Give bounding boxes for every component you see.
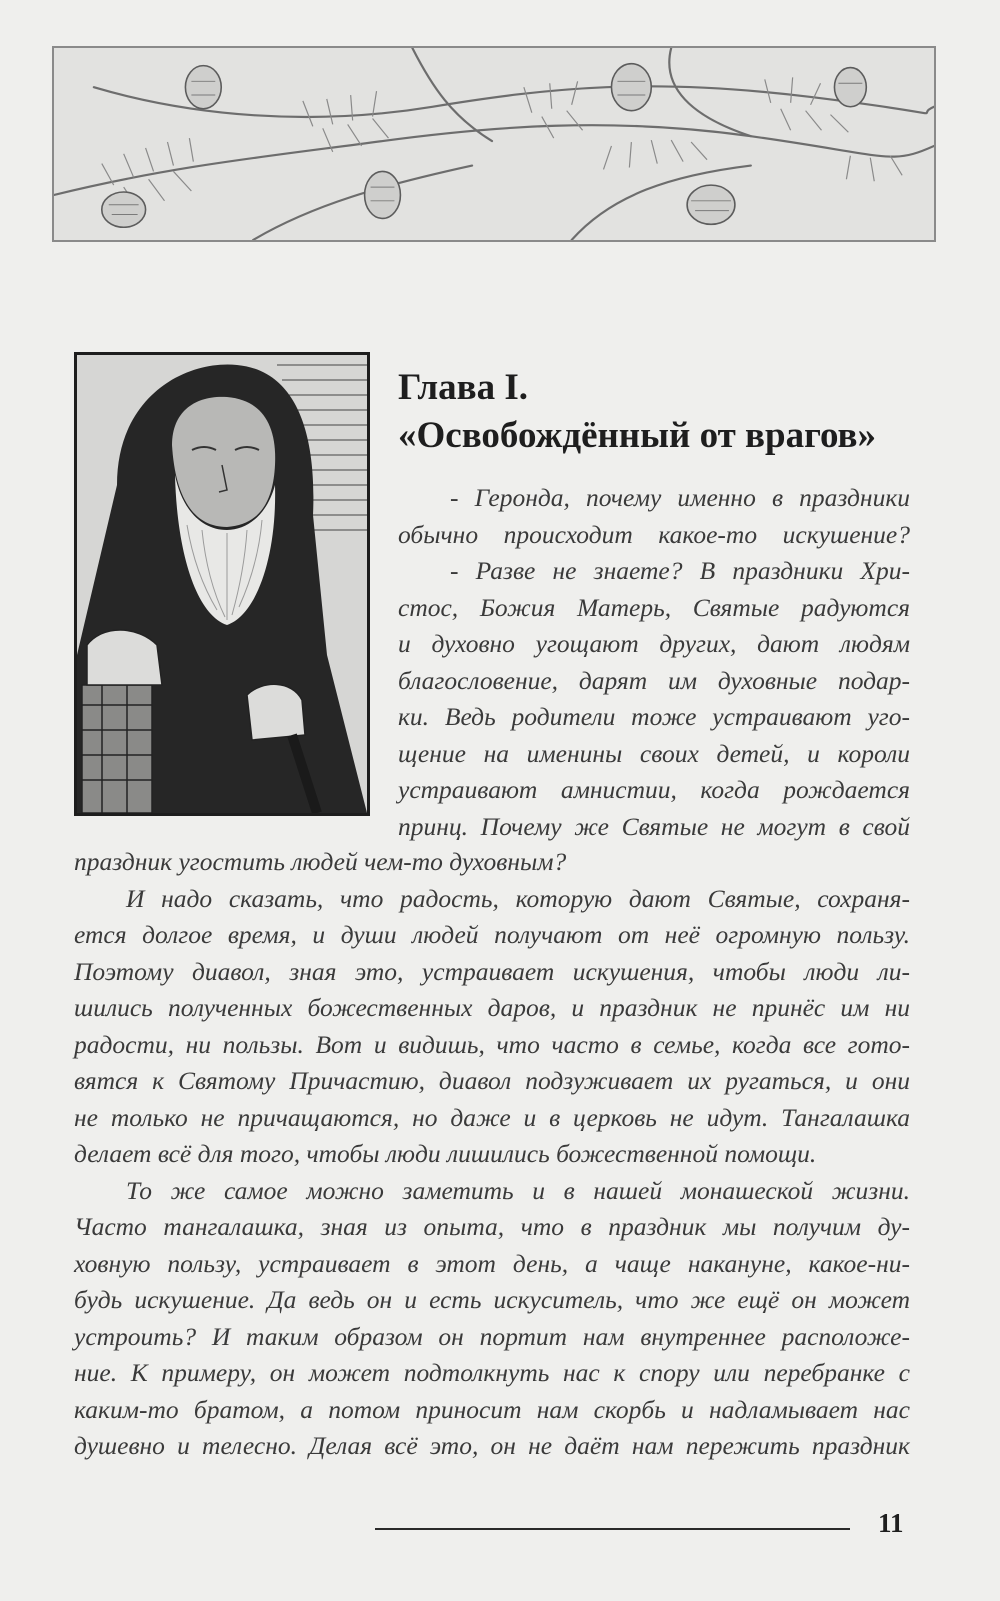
page-number: 11 <box>878 1508 904 1538</box>
text-line: И надо сказать, что радость, которую дают Святые, сохраня- <box>126 883 910 913</box>
text-line: благословение, дарят им духовные подар- <box>398 665 910 695</box>
text-line: не только не причащаются, но даже и в церковь не идут. Тангалашка <box>74 1102 910 1132</box>
text-line: - Геронда, почему именно в праздники <box>450 483 910 512</box>
text-line: шились полученных божественных даров, и праздник не принёс им ни <box>74 993 910 1022</box>
elder-monk-image <box>77 355 367 813</box>
text-line: каким-то братом, а потом приносит нам скорбь и надламывает нас <box>74 1394 910 1424</box>
text-line: душевно и телесно. Делая всё это, он не даёт нам пережить праздник <box>74 1431 910 1460</box>
text-line: будь искушение. Да ведь он и есть искуситель, что же ещё он может <box>74 1285 910 1314</box>
text-line: и духовно угощают других, дают людям <box>398 629 910 658</box>
text-line: устроить? И таким образом он портит нам внутреннее расположе- <box>74 1321 910 1351</box>
text-line: стос, Божия Матерь, Святые радуются <box>398 592 910 622</box>
text-line: Поэтому диавол, зная это, устраивает искушения, чтобы люди ли- <box>74 956 910 986</box>
text-line: радости, ни пользы. Вот и видишь, что часто в семье, когда все гото- <box>74 1029 910 1059</box>
text-line: щение на именины своих детей, и короли <box>398 738 910 768</box>
text-line: принц. Почему же Святые не могут в свой <box>398 811 910 841</box>
text-line: - Разве не знаете? В праздники Хри- <box>450 556 910 585</box>
text-line: Часто тангалашка, зная из опыта, что в праздник мы получим ду- <box>74 1212 910 1241</box>
chapter-title <box>398 364 938 460</box>
text-line: ется долгое время, и души людей получают от неё огромную пользу. <box>74 920 910 949</box>
pine-branch-ornament-banner <box>52 46 936 242</box>
text-column-full <box>74 844 910 1465</box>
text-line: устраивают амнистии, когда рождается <box>398 775 910 804</box>
chapter-number: Глава I. <box>398 367 529 408</box>
pine-branch-ornament-image <box>54 48 934 240</box>
text-line: То же самое можно заметить и в нашей монашеской жизни. <box>126 1175 910 1205</box>
text-line: ние. К примеру, он может подтолкнуть нас к спору или перебранке с <box>74 1358 910 1387</box>
chapter-name: «Освобождённый от врагов» <box>398 415 877 456</box>
text-line: праздник угостить людей чем-то духовным? <box>74 847 567 876</box>
text-line: ки. Ведь родители тоже устраивают уго- <box>398 702 910 731</box>
text-line: делает всё для того, чтобы люди лишились божественной помощи. <box>74 1139 817 1168</box>
text-column-right <box>398 480 910 845</box>
text-line: ховную пользу, устраивает в этот день, а чаще накануне, какое-ни- <box>74 1248 910 1278</box>
elder-portrait-engraving <box>74 352 370 816</box>
text-line: вятся к Святому Причастию, диавол подзуживает их ругаться, и они <box>74 1066 910 1095</box>
footer-rule <box>375 1528 850 1530</box>
text-line: обычно происходит какое-то искушение? <box>398 519 910 549</box>
